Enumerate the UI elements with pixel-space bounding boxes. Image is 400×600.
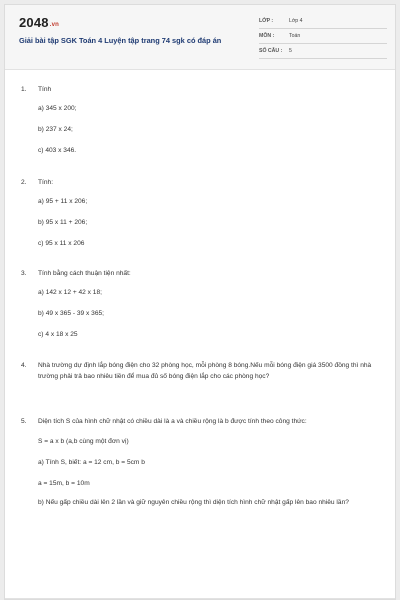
question-item: c) 4 x 18 x 25 (38, 331, 78, 338)
page-bottom-border (5, 598, 395, 599)
meta-row-question-count (259, 47, 387, 59)
question-number: 3. (21, 270, 27, 277)
meta-label: MÔN : (259, 33, 275, 39)
question-number: 4. (21, 362, 27, 369)
meta-value: 5 (289, 48, 292, 54)
document-page (4, 4, 396, 600)
meta-label: LỚP : (259, 18, 274, 24)
question-item: b) 237 x 24; (38, 126, 73, 133)
question-text: Tính: (38, 179, 54, 186)
meta-info (259, 17, 387, 62)
logo-suffix: .vn (49, 22, 60, 28)
question-text: Nhà trường dự định lắp bóng điện cho 32 phòng học, mỗi phòng 8 bóng.Nếu mỗi bóng điện giá 3500 đồng thì nhà trường phải trả bao nhiêu tiền để mua đủ số bóng điện lắp cho các phòng học? (38, 362, 372, 380)
question-item: a) 142 x 12 + 42 x 18; (38, 289, 102, 296)
meta-value: Toán (289, 33, 301, 39)
meta-label: SỐ CÂU : (259, 48, 283, 54)
question-text: Tính bằng cách thuận tiện nhất: (38, 270, 131, 277)
document-title: Giải bài tập SGK Toán 4 Luyện tập trang 74 sgk có đáp án (19, 36, 222, 45)
document-header (5, 5, 395, 70)
meta-row-subject (259, 32, 387, 44)
logo-text: 2048 (19, 15, 49, 30)
question-item: c) 403 x 346. (38, 147, 77, 154)
question-item: b) 49 x 365 - 39 x 365; (38, 310, 104, 317)
question-item: a) Tính S, biết: a = 12 cm, b = 5cm b (38, 459, 145, 466)
question-text: Tính (38, 86, 52, 93)
meta-value: Lớp 4 (289, 18, 303, 24)
question-text: Diện tích S của hình chữ nhật có chiều dài là a và chiều rộng là b được tính theo công thức: (38, 418, 307, 425)
question-item: a) 95 + 11 x 206; (38, 198, 88, 205)
question-item: b) Nếu gấp chiều dài lên 2 lần và giữ nguyên chiều rộng thì diện tích hình chữ nhật gấp lên bao nhiêu lần? (38, 499, 349, 506)
site-logo[interactable] (19, 15, 59, 30)
question-number: 5. (21, 418, 27, 425)
question-number: 1. (21, 86, 27, 93)
question-item: c) 95 x 11 x 206 (38, 240, 85, 247)
question-item: a = 15m, b = 10m (38, 480, 90, 487)
question-number: 2. (21, 179, 27, 186)
question-item: a) 345 x 200; (38, 105, 77, 112)
question-item: S = a x b (a,b cùng một đơn vị) (38, 438, 129, 445)
question-item: b) 95 x 11 + 206; (38, 219, 88, 226)
meta-row-class (259, 17, 387, 29)
